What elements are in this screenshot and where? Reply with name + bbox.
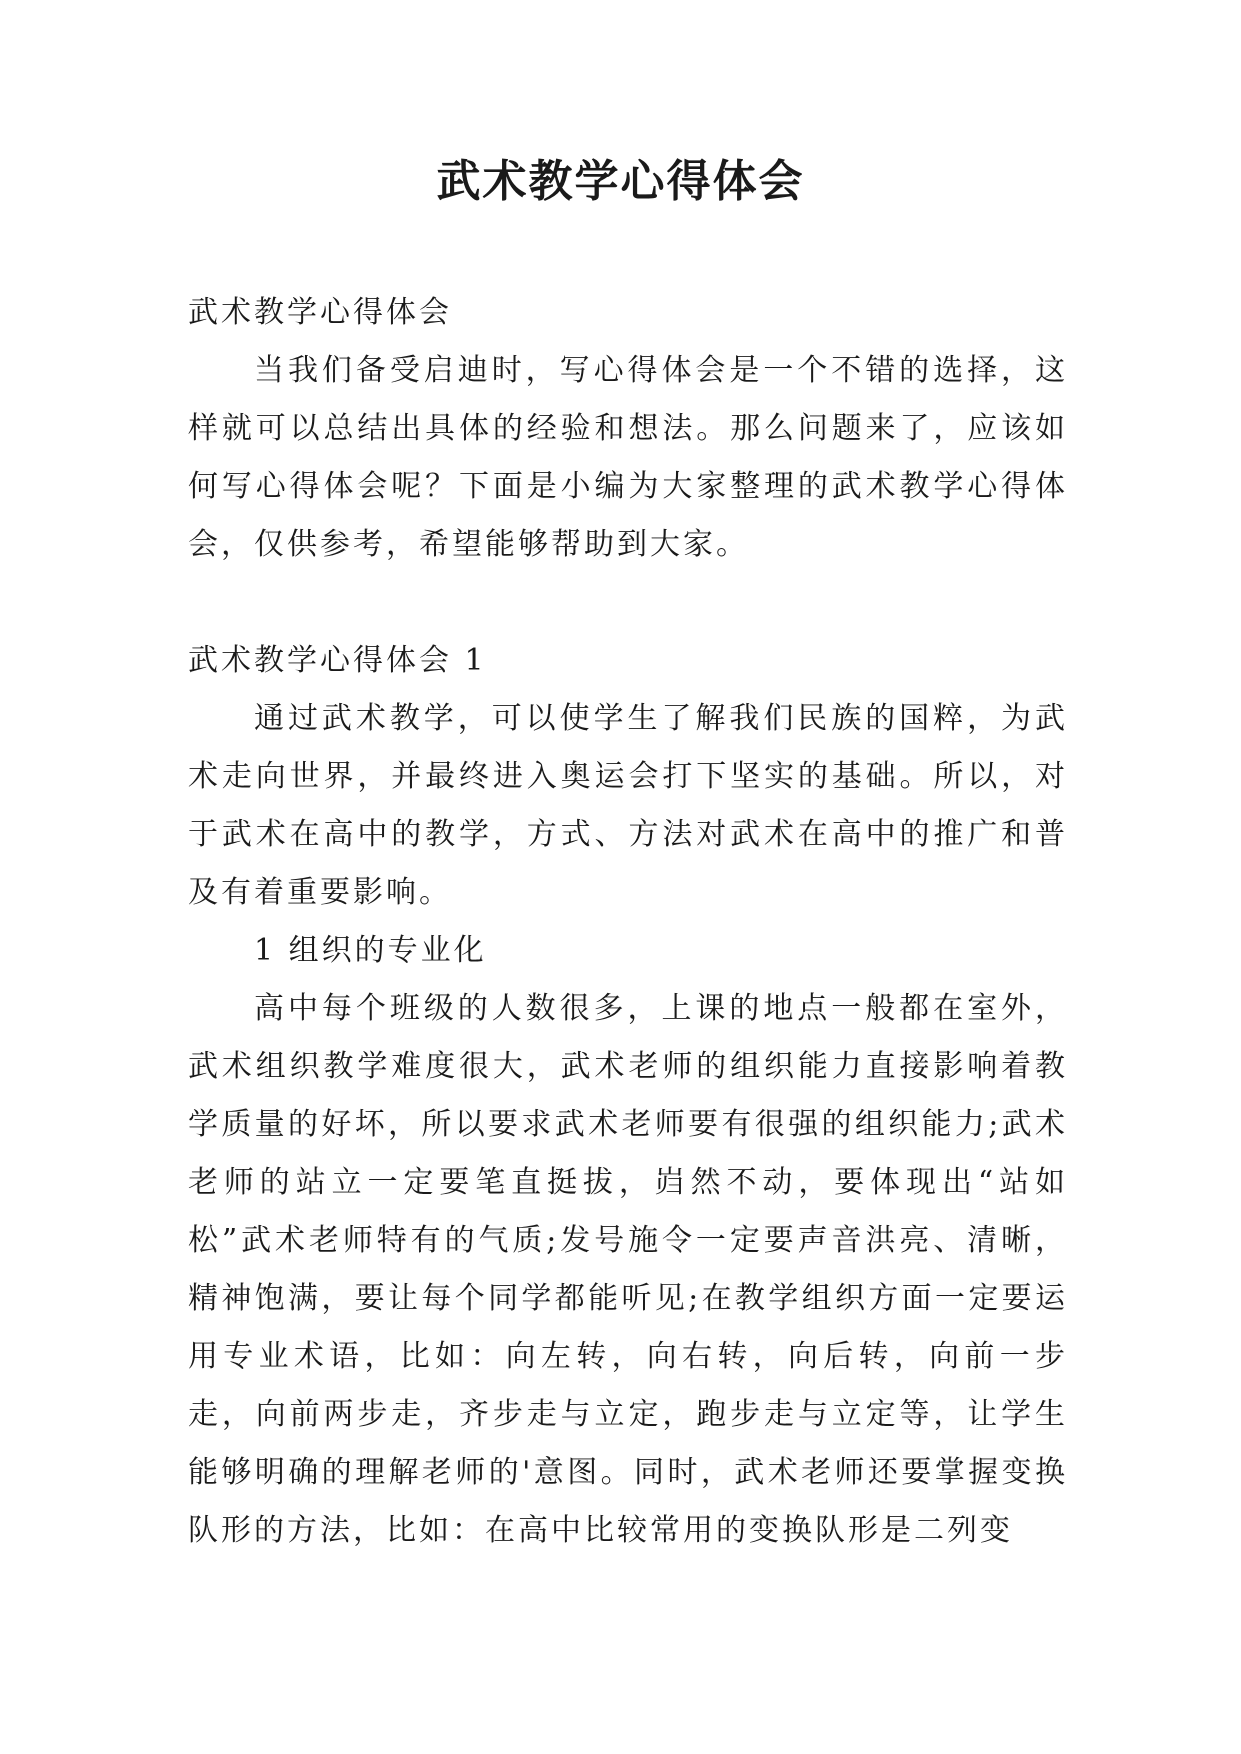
section-1-paragraph-2: 高中每个班级的人数很多，上课的地点一般都在室外，武术组织教学难度很大，武术老师的组织能力直接影响着教学质量的好坏，所以要求武术老师要有很强的组织能力;武术老师的站立一定要笔直挺拔，岿然不动，要体现出“站如松”武术老师特有的气质;发号施令一定要声音洪亮、清晰，精神饱满，要让每个同学都能听见;在教学组织方面一定要运用专业术语，比如：向左转，向右转，向后转，向前一步走，向前两步走，齐步走与立定，跑步走与立定等，让学生能够明确的理解老师的'意图。同时，武术老师还要掌握变换队形的方法，比如：在高中比较常用的变换队形是二列变 <box>188 991 1068 1548</box>
section-1-subheading: 1 组织的专业化 <box>254 933 487 968</box>
intro-heading: 武术教学心得体会 <box>188 295 452 330</box>
section-1-paragraph-1: 通过武术教学，可以使学生了解我们民族的国粹，为武术走向世界，并最终进入奥运会打下坚实的基础。所以，对于武术在高中的教学，方式、方法对武术在高中的推广和普及有着重要影响。 <box>188 701 1068 910</box>
document-title: 武术教学心得体会 <box>436 156 805 207</box>
paragraph-spacer <box>188 574 1068 632</box>
section-1-heading: 武术教学心得体会 1 <box>188 643 487 678</box>
intro-paragraph: 当我们备受启迪时，写心得体会是一个不错的选择，这样就可以总结出具体的经验和想法。那么问题来了，应该如何写心得体会呢？下面是小编为大家整理的武术教学心得体会，仅供参考，希望能够帮助到大家。 <box>188 353 1068 562</box>
document-body <box>188 284 1068 1560</box>
